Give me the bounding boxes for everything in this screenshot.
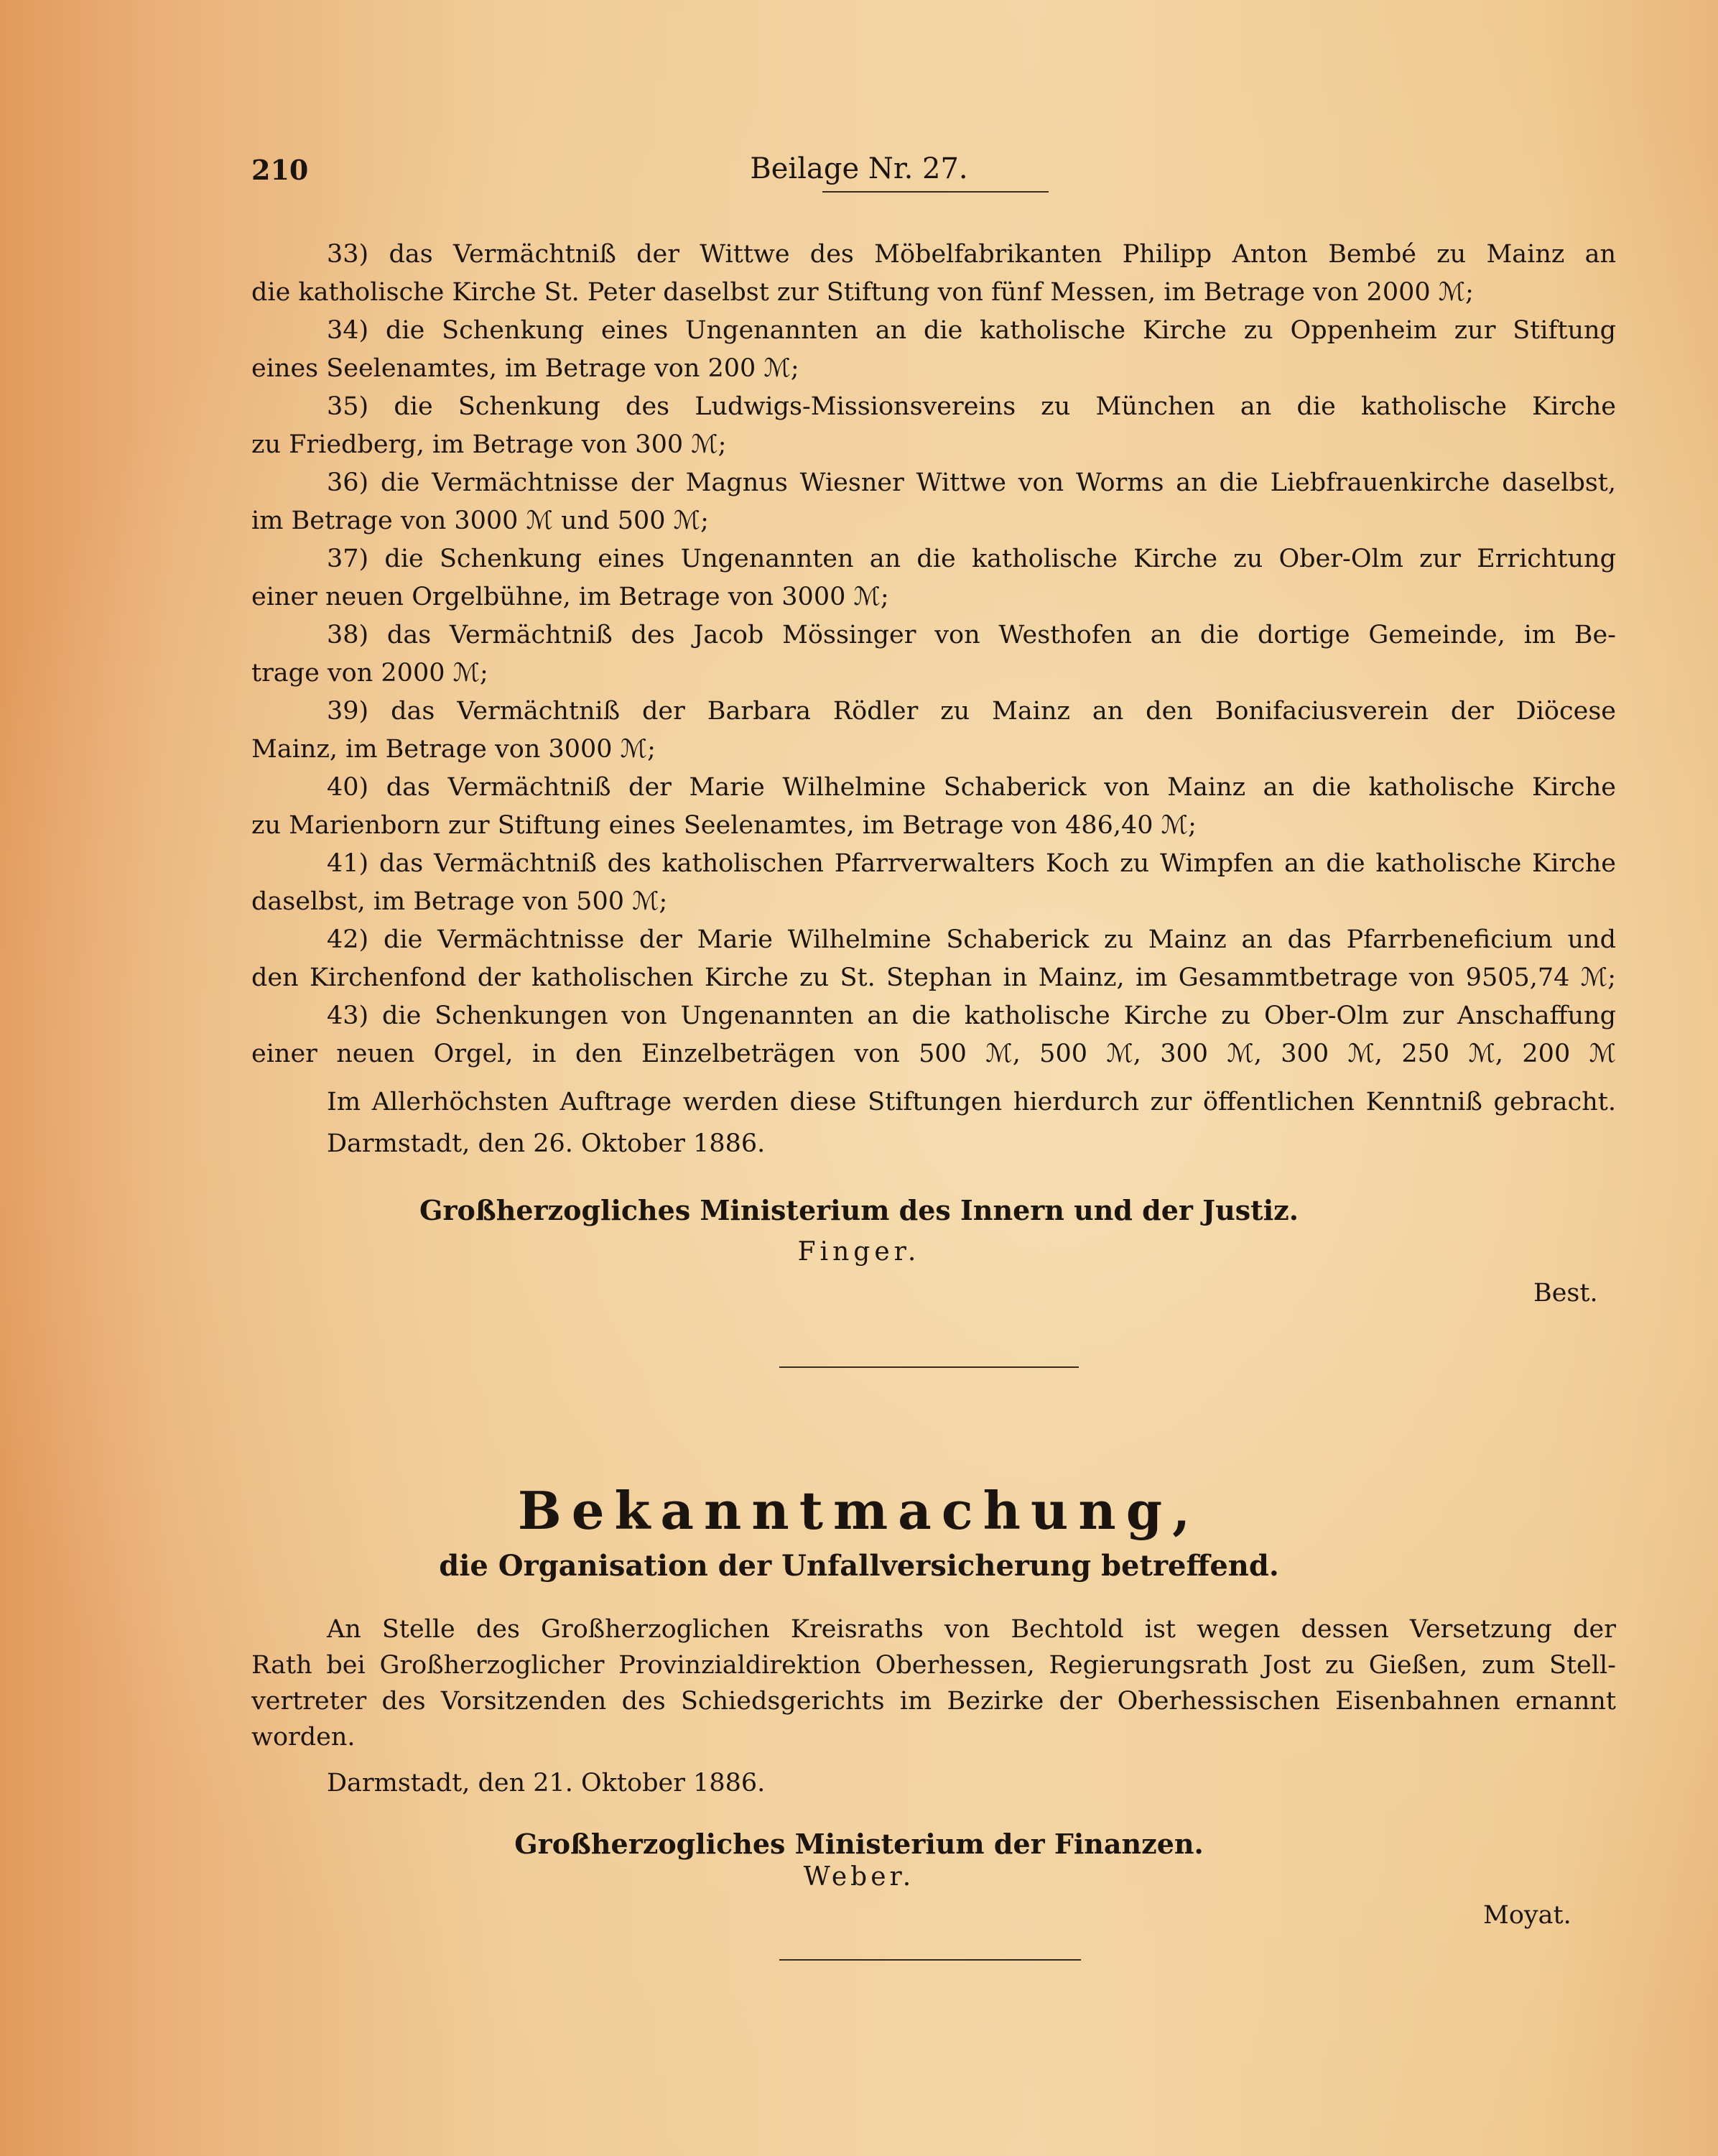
text-line: 39) das Vermächtniß der Barbara Rödler zu Mainz an den Bonifaciusverein der Diöcese bbox=[327, 697, 1616, 726]
text-line: 41) das Vermächtniß des katholischen Pfarrverwalters Koch zu Wimpfen an die katholische Kirche bbox=[327, 849, 1616, 878]
header-underline bbox=[822, 191, 1049, 193]
text-line: Im Allerhöchsten Auftrage werden diese Stiftungen hierdurch zur öffentlichen Kenntniß gebracht. bbox=[327, 1088, 1616, 1116]
text-line: einer neuen Orgel, in den Einzelbeträgen von 500 ℳ, 500 ℳ, 300 ℳ, 300 ℳ, 250 ℳ, 200 ℳ bbox=[251, 1040, 1616, 1068]
end-divider bbox=[779, 1959, 1081, 1961]
signature-finger: Finger. bbox=[797, 1237, 921, 1267]
text-line: Mainz, im Betrage von 3000 ℳ; bbox=[251, 735, 656, 764]
announcement-title: Bekanntmachung, bbox=[517, 1480, 1201, 1541]
text-line: daselbst, im Betrage von 500 ℳ; bbox=[251, 887, 668, 916]
date-line: Darmstadt, den 21. Oktober 1886. bbox=[327, 1769, 766, 1798]
text-line: An Stelle des Großherzoglichen Kreisraths von Bechtold ist wegen dessen Versetzung der bbox=[327, 1615, 1616, 1644]
text-line: den Kirchenfond der katholischen Kirche zu St. Stephan in Mainz, im Gesammtbetrage von 9505,74 ℳ; bbox=[251, 963, 1616, 992]
text-line: die katholische Kirche St. Peter daselbst zur Stiftung von fünf Messen, im Betrage von 2000 ℳ; bbox=[251, 278, 1474, 307]
signature-weber: Weber. bbox=[803, 1862, 915, 1892]
section-divider bbox=[779, 1366, 1079, 1368]
text-line: eines Seelenamtes, im Betrage von 200 ℳ; bbox=[251, 354, 799, 383]
ministry-interior: Großherzogliches Ministerium des Innern und der Justiz. bbox=[419, 1194, 1299, 1226]
text-line: 34) die Schenkung eines Ungenannten an die katholische Kirche zu Oppenheim zur Stiftung bbox=[327, 316, 1616, 345]
text-line: 37) die Schenkung eines Ungenannten an die katholische Kirche zu Ober-Olm zur Errichtung bbox=[327, 545, 1616, 573]
text-line: 35) die Schenkung des Ludwigs-Missionsvereins zu München an die katholische Kirche bbox=[327, 392, 1616, 421]
announcement-subtitle: die Organisation der Unfallversicherung betreffend. bbox=[439, 1549, 1279, 1583]
page-header-title: Beilage Nr. 27. bbox=[750, 152, 968, 185]
text-line: 33) das Vermächtniß der Wittwe des Möbelfabrikanten Philipp Anton Bembé zu Mainz an bbox=[327, 240, 1616, 269]
countersign-best: Best. bbox=[1533, 1279, 1598, 1308]
text-line: zu Marienborn zur Stiftung eines Seelenamtes, im Betrage von 486,40 ℳ; bbox=[251, 811, 1197, 840]
text-line: worden. bbox=[251, 1723, 356, 1752]
text-line: einer neuen Orgelbühne, im Betrage von 3000 ℳ; bbox=[251, 583, 889, 611]
text-line: trage von 2000 ℳ; bbox=[251, 659, 488, 688]
text-line: im Betrage von 3000 ℳ und 500 ℳ; bbox=[251, 506, 709, 535]
countersign-moyat: Moyat. bbox=[1483, 1901, 1571, 1930]
text-line: Rath bei Großherzoglicher Provinzialdirektion Oberhessen, Regierungsrath Jost zu Gießen, zum Stell- bbox=[251, 1651, 1616, 1680]
text-line: Darmstadt, den 26. Oktober 1886. bbox=[327, 1129, 766, 1158]
page-number: 210 bbox=[251, 154, 309, 186]
text-line: 40) das Vermächtniß der Marie Wilhelmine Schaberick von Mainz an die katholische Kirche bbox=[327, 773, 1616, 802]
text-line: 36) die Vermächtnisse der Magnus Wiesner Wittwe von Worms an die Liebfrauenkirche daselbst, bbox=[327, 468, 1616, 497]
ministry-finance: Großherzogliches Ministerium der Finanzen. bbox=[514, 1828, 1204, 1860]
text-line: 38) das Vermächtniß des Jacob Mössinger von Westhofen an die dortige Gemeinde, im Be- bbox=[327, 621, 1616, 649]
text-line: vertreter des Vorsitzenden des Schiedsgerichts im Bezirke der Oberhessischen Eisenbahnen ernannt bbox=[251, 1687, 1616, 1716]
text-line: 43) die Schenkungen von Ungenannten an die katholische Kirche zu Ober-Olm zur Anschaffung bbox=[327, 1001, 1616, 1030]
text-line: zu Friedberg, im Betrage von 300 ℳ; bbox=[251, 430, 727, 459]
text-line: 42) die Vermächtnisse der Marie Wilhelmine Schaberick zu Mainz an das Pfarrbeneficium und bbox=[327, 925, 1616, 954]
